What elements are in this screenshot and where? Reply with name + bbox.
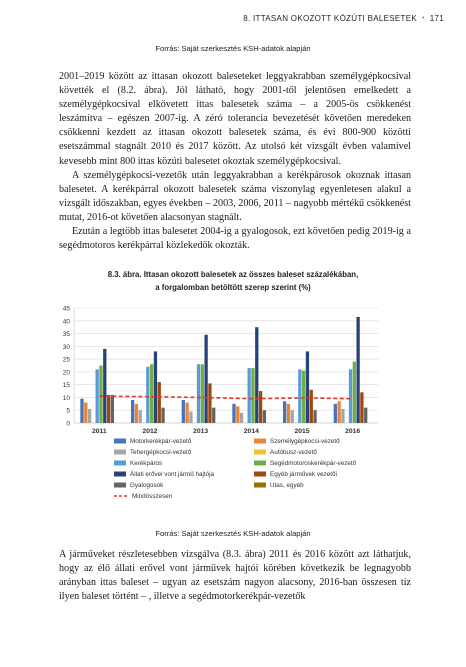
- legend-label: Autóbusz-vezető: [270, 449, 317, 456]
- legend-swatch: [114, 439, 126, 444]
- bar: [131, 400, 134, 423]
- paragraph-3: Ezután a legtöbb ittas balesetet 2004-ig a gyalogosok, ezt követően pedig 2019-ig a segédmotoros kerékpárral közlekedők okozták.: [59, 226, 411, 252]
- x-tick-label: 2014: [243, 428, 259, 435]
- bar: [158, 382, 161, 423]
- figure-title-line-2: a forgalomban betöltött szerep szerint (%): [155, 283, 311, 292]
- legend-label: Állati erővel vont jármű hajtója: [130, 471, 214, 478]
- legend-label: Személygépkocsi-vezető: [270, 438, 340, 445]
- legend-label: Egyéb járművek vezetői: [270, 471, 337, 478]
- bar: [103, 349, 106, 423]
- bar: [298, 369, 301, 423]
- figure-title: [0, 268, 466, 294]
- paragraph-1: 2001–2019 között az ittasan okozott baleseteket leggyakrabban személygépkocsival követték el (8.2. ábra). Jól látható, hogy 2001-től jelentősen emelkedett a személygépkocsival elkövetett ittas balesetek száma – a 2005-ös csökkenést leszámítva – egészen 2007-ig. A zéró tolerancia bevezetését követően meredeken csökkenni kezdett az ittasan okozott balesetek száma, és évi 800-900 közötti esetszámmal stagnált 2010 és 2017 között. Az utolsó két vizsgált évben valamivel kevesebb mint 800 ittas közúti balesetet okoztak személygépkocsival.: [59, 71, 411, 167]
- y-tick-label: 35: [62, 331, 70, 339]
- y-tick-label: 20: [62, 369, 70, 377]
- x-tick-label: 2011: [91, 428, 107, 435]
- bar: [204, 335, 207, 423]
- bar: [154, 351, 157, 423]
- bar: [349, 369, 352, 423]
- bar: [259, 391, 262, 423]
- running-title: 8. ITTASAN OKOZOTT KÖZÚTI BALESETEK: [243, 14, 417, 23]
- bar: [232, 404, 235, 423]
- bar-chart: [56, 296, 386, 522]
- legend-label: Utas, egyéb: [270, 482, 304, 489]
- bar: [212, 408, 215, 423]
- bar: [334, 404, 337, 423]
- bar: [135, 404, 138, 423]
- bar: [208, 383, 211, 423]
- body-text-main: [59, 70, 411, 253]
- figure-title-line-1: 8.3. ábra. Ittasan okozott balesetek az összes baleset százalékában,: [107, 270, 359, 279]
- bar: [360, 392, 363, 423]
- bar: [356, 317, 359, 423]
- bar: [146, 367, 149, 423]
- y-tick-label: 15: [62, 382, 70, 390]
- bar: [306, 351, 309, 423]
- legend-label: Segédmotoroskerékpár-vezető: [270, 460, 357, 467]
- paragraph-after: A járműveket részletesebben vizsgálva (8.3. ábra) 2011 és 2016 között azt láthatjuk, hogy az élő állati erővel vont járművek hajtói körében következik be legnagyobb arányban ittas baleset – ugyan az esetszám nagyon alacsony, 2016-ban összesen tíz ilyen baleset történt – , illetve a segédmotorkerékpár-vezetők: [59, 549, 411, 603]
- bar: [240, 413, 243, 423]
- bar: [111, 395, 114, 423]
- bar: [107, 395, 110, 423]
- bar: [287, 404, 290, 423]
- legend-swatch: [254, 472, 266, 477]
- legend-label: Kerékpáros: [130, 460, 163, 467]
- bar: [313, 410, 316, 423]
- bar: [236, 406, 239, 423]
- bar: [80, 399, 83, 423]
- body-text-after: [59, 548, 411, 604]
- y-tick-label: 25: [62, 356, 70, 364]
- legend-label: Tehergépkocsi-vezető: [130, 449, 192, 456]
- source-note-top: Forrás: Saját szerkesztés KSH-adatok alapján: [155, 44, 311, 53]
- bar: [283, 401, 286, 423]
- page-number: 171: [429, 14, 444, 23]
- legend-swatch: [254, 439, 266, 444]
- bar: [302, 371, 305, 423]
- bar: [150, 364, 153, 423]
- x-tick-label: 2012: [142, 428, 158, 435]
- legend-swatch: [254, 483, 266, 488]
- bar: [255, 327, 258, 423]
- legend-swatch: [114, 461, 126, 466]
- bar: [185, 403, 188, 423]
- bar: [139, 410, 142, 423]
- bar: [197, 364, 200, 423]
- legend-label: Mindösszesen: [132, 493, 173, 500]
- bar: [364, 408, 367, 423]
- x-tick-label: 2013: [193, 428, 209, 435]
- bar: [96, 369, 99, 423]
- bar: [99, 366, 102, 424]
- x-tick-label: 2016: [345, 428, 361, 435]
- bar: [337, 401, 340, 423]
- bar: [248, 368, 251, 423]
- legend-swatch: [254, 450, 266, 455]
- bar: [189, 412, 192, 424]
- bar: [88, 409, 91, 423]
- y-tick-label: 40: [62, 318, 70, 326]
- bar: [310, 390, 313, 423]
- legend-label: Gyalogosok: [130, 482, 164, 489]
- legend-label: Motorkerékpár-vezető: [130, 438, 192, 445]
- bar: [251, 368, 254, 423]
- bar: [201, 364, 204, 423]
- header-separator: •: [421, 15, 425, 22]
- y-tick-label: 45: [62, 305, 70, 313]
- bar: [182, 400, 185, 423]
- x-tick-label: 2015: [294, 428, 310, 435]
- running-header: [243, 14, 444, 23]
- bar: [161, 408, 164, 423]
- y-tick-label: 10: [62, 394, 70, 402]
- paragraph-2: A személygépkocsi-vezetők után leggyakrabban a kerékpárosok okoznak ittasan balesetet. A kerékpárral okozott balesetek száma viszonylag egyenletesen alakul a vizsgált időszakban, egyes években – 2003, 2006, 2011 – nagyobb mértékű csökkenést mutat, 2016-ot követően alacsonyan stagnált.: [59, 169, 411, 223]
- legend-swatch: [114, 450, 126, 455]
- bar: [84, 403, 87, 423]
- bar: [291, 410, 294, 423]
- bar: [341, 409, 344, 423]
- legend-swatch: [254, 461, 266, 466]
- bar: [263, 410, 266, 423]
- y-tick-label: 0: [66, 420, 70, 428]
- legend-swatch: [114, 472, 126, 477]
- y-tick-label: 5: [66, 407, 70, 415]
- legend-swatch: [114, 483, 126, 488]
- source-note-bottom: Forrás: Saját szerkesztés KSH-adatok alapján: [155, 529, 311, 538]
- y-tick-label: 30: [62, 343, 70, 351]
- bar: [353, 362, 356, 423]
